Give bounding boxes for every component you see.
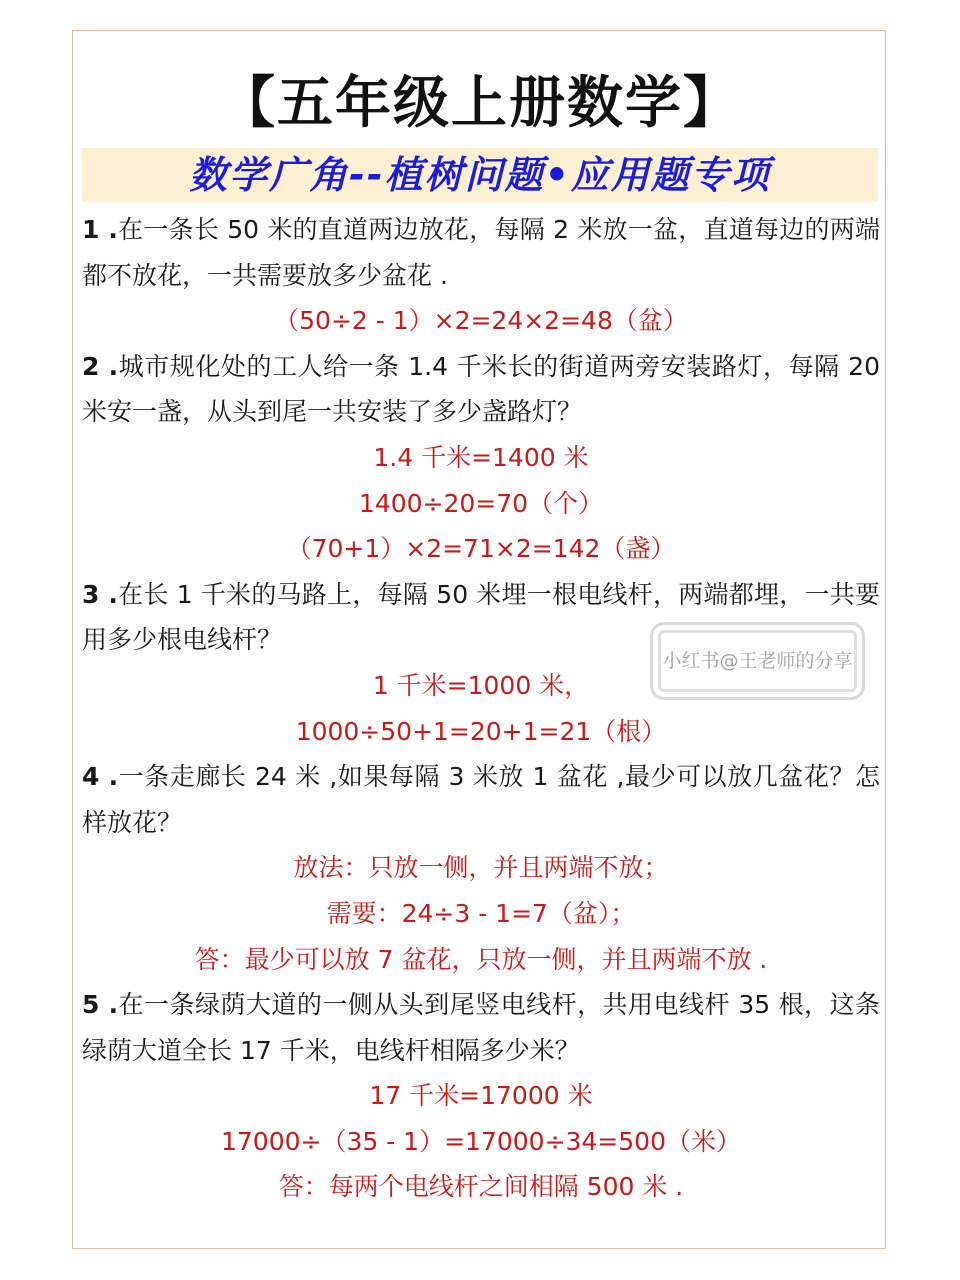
answer-line: 需要：24÷3 - 1=7（盆）； xyxy=(326,898,636,928)
question-5 xyxy=(82,982,880,1073)
answer-line: 1400÷20=70（个） xyxy=(358,488,604,518)
answer-line: 1 千米=1000 米， xyxy=(372,670,590,700)
watermark-text: 小红书@王老师的分享 xyxy=(662,650,853,672)
question-1 xyxy=(82,207,880,298)
question-text: 在一条长 50 米的直道两边放花，每隔 2 米放一盆，直道每边的两端都不放花，一共需要放多少盆花 . xyxy=(82,215,880,290)
page-title: 【五年级上册数学】 xyxy=(219,70,741,136)
watermark-stamp xyxy=(650,622,865,700)
answer-line: 放法：只放一侧，并且两端不放； xyxy=(293,853,669,883)
answer-line: 1000÷50+1=20+1=21（根） xyxy=(295,716,667,746)
question-number: 1 . xyxy=(82,215,118,244)
question-number: 2 . xyxy=(82,351,119,381)
page-subtitle: 数学广角--植树问题•应用题专项 xyxy=(189,153,771,197)
answer-line: 17000÷（35 - 1）=17000÷34=500（米） xyxy=(220,1126,741,1156)
question-4 xyxy=(82,754,880,845)
answer-line: （70+1）×2=71×2=142（盏） xyxy=(286,534,676,564)
questions xyxy=(82,207,880,1210)
answer-line: （50÷2 - 1）×2=24×2=48（盆） xyxy=(274,306,688,336)
answer-line: 1.4 千米=1400 米 xyxy=(373,442,589,472)
question-number: 5 . xyxy=(82,990,119,1020)
question-number: 3 . xyxy=(82,579,118,609)
answer-line: 答：每两个电线杆之间相隔 500 米 . xyxy=(278,1172,684,1202)
question-text: 在长 1 千米的马路上，每隔 50 米埋一根电线杆，两端都埋，一共要用多少根电线杆？ xyxy=(82,579,880,655)
question-number: 4 . xyxy=(82,762,119,792)
question-text: 在一条绿荫大道的一侧从头到尾竖电线杆，共用电线杆 35 根，这条绿荫大道全长 17 千米，电线杆相隔多少米？ xyxy=(82,990,880,1065)
answer-line: 17 千米=17000 米 xyxy=(369,1081,593,1111)
question-2 xyxy=(82,344,880,435)
question-text: 一条走廊长 24 米 ,如果每隔 3 米放 1 盆花 ,最少可以放几盆花？怎样放花？ xyxy=(82,762,880,837)
answer-line: 答：最少可以放 7 盆花，只放一侧，并且两端不放 . xyxy=(194,944,768,974)
question-text: 城市规化处的工人给一条 1.4 千米长的街道两旁安装路灯，每隔 20 米安一盏，从头到尾一共安装了多少盏路灯？ xyxy=(82,351,880,427)
